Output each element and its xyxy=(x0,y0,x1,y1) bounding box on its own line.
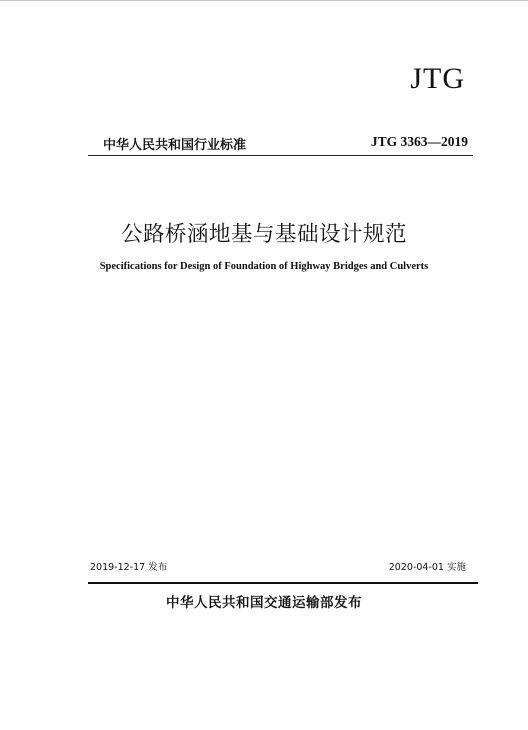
footer-divider xyxy=(88,582,478,584)
document-title-chinese: 公路桥涵地基与基础设计规范 xyxy=(120,222,407,247)
publisher: 中华人民共和国交通运输部发布 xyxy=(166,595,362,611)
header-divider xyxy=(88,155,473,156)
issue-date: 2019-12-17 发布 xyxy=(90,562,168,573)
standard-type-label: 中华人民共和国行业标准 xyxy=(103,138,247,153)
page-top-border xyxy=(0,0,528,1)
effective-date: 2020-04-01 实施 xyxy=(388,562,466,573)
standard-number: JTG 3363—2019 xyxy=(370,134,468,149)
document-title-english: Specifications for Design of Foundation of Highway Bridges and Culverts xyxy=(99,261,429,272)
jtg-code-mark: JTG xyxy=(410,62,465,95)
